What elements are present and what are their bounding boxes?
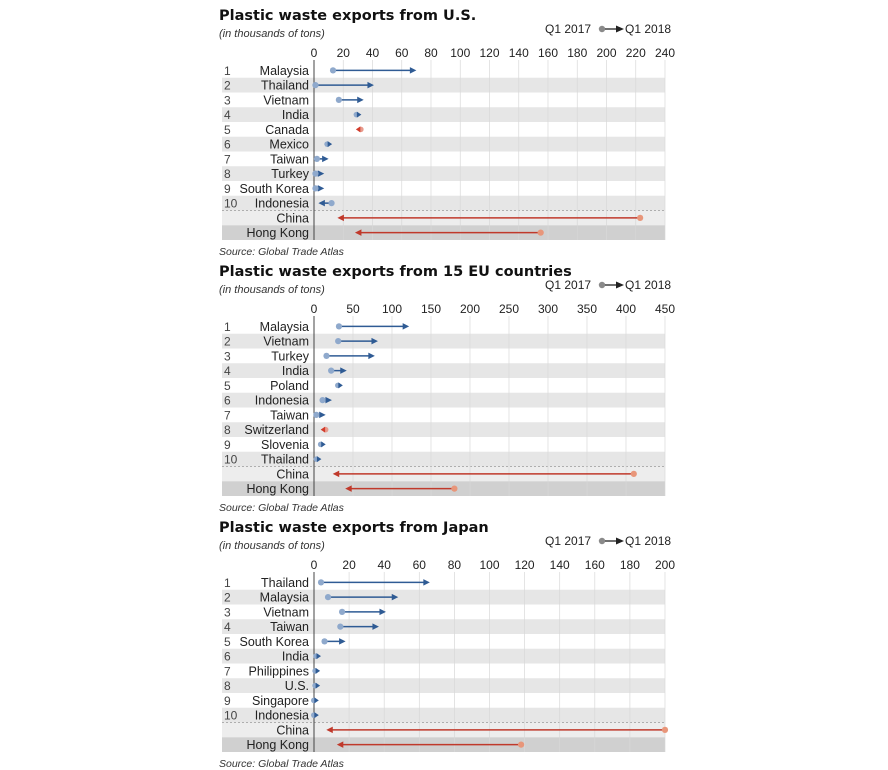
rank-label: 4 [224, 620, 231, 635]
rank-label: 2 [224, 334, 231, 349]
country-label: India [281, 649, 309, 664]
start-dot [319, 397, 325, 403]
data-arrow [335, 382, 343, 388]
start-dot [313, 412, 319, 418]
chart-panel [0, 8, 888, 258]
legend-start-label: Q1 2017 [545, 22, 592, 36]
start-dot [335, 338, 341, 344]
rank-label: 1 [224, 319, 231, 334]
start-dot [314, 156, 320, 162]
chart-subtitle: (in thousands of tons) [219, 284, 325, 296]
arrow-head [321, 441, 326, 447]
chart-title: Plastic waste exports from U.S. [219, 8, 477, 24]
data-arrow [311, 697, 319, 703]
rank-label: 9 [224, 693, 231, 708]
rank-label: 8 [224, 167, 231, 182]
tick-label: 60 [395, 46, 409, 60]
tick-label: 450 [654, 302, 676, 316]
legend-arrowhead [616, 282, 624, 289]
data-arrow [323, 353, 374, 359]
country-label: Vietnam [263, 334, 309, 349]
rank-label: 3 [224, 349, 231, 364]
tick-label: 160 [537, 46, 559, 60]
chart-panel [0, 264, 888, 514]
start-dot [312, 82, 318, 88]
start-dot [312, 171, 318, 177]
arrow-head [316, 668, 321, 674]
legend-start-dot [599, 26, 605, 32]
data-arrow [330, 67, 416, 73]
rank-label: 7 [224, 152, 231, 167]
country-label: China [276, 723, 309, 738]
rank-label: 3 [224, 93, 231, 108]
tick-label: 160 [584, 558, 605, 572]
start-dot [336, 97, 342, 103]
tick-label: 40 [377, 558, 391, 572]
country-label: Indonesia [254, 196, 309, 211]
tick-label: 20 [342, 558, 356, 572]
start-dot [323, 353, 329, 359]
arrow-head [319, 412, 326, 418]
data-arrow [312, 668, 320, 674]
rank-label: 2 [224, 590, 231, 605]
country-label: Malaysia [259, 319, 309, 334]
data-arrow [314, 156, 329, 162]
legend-end-label: Q1 2018 [625, 22, 672, 36]
start-dot [328, 200, 334, 206]
arrow-head [410, 67, 417, 73]
country-label: Taiwan [270, 408, 309, 423]
rank-label: 9 [224, 181, 231, 196]
rank-label: 4 [224, 108, 231, 123]
country-label: Canada [265, 122, 309, 137]
rank-label: 10 [224, 708, 238, 723]
start-dot [325, 594, 331, 600]
chart-subtitle: (in thousands of tons) [219, 28, 325, 40]
data-arrow [339, 609, 386, 615]
country-label: Turkey [271, 349, 309, 364]
tick-label: 100 [450, 46, 471, 60]
country-label: South Korea [239, 634, 309, 649]
tick-label: 80 [447, 558, 462, 572]
start-dot [312, 185, 318, 191]
start-dot [330, 67, 336, 73]
chart-plot [0, 264, 888, 498]
tick-label: 350 [576, 302, 598, 316]
country-label: Philippines [248, 664, 309, 679]
arrow-head [357, 97, 364, 103]
tick-label: 60 [412, 558, 426, 572]
legend-start-label: Q1 2017 [545, 534, 592, 548]
tick-label: 400 [615, 302, 637, 316]
data-arrow [312, 185, 324, 191]
country-label: South Korea [239, 181, 309, 196]
country-label: China [276, 211, 309, 226]
country-label: Hong Kong [246, 482, 309, 497]
country-label: Singapore [252, 693, 309, 708]
country-label: Poland [270, 378, 309, 393]
rank-label: 7 [224, 408, 231, 423]
arrow-head [338, 382, 343, 388]
rank-label: 8 [224, 423, 231, 438]
rank-label: 6 [224, 393, 231, 408]
tick-label: 250 [498, 302, 520, 316]
country-label: Slovenia [261, 437, 309, 452]
legend-arrowhead [616, 538, 624, 545]
arrow-head [314, 697, 319, 703]
tick-label: 120 [514, 558, 535, 572]
country-label: Malaysia [259, 590, 309, 605]
rank-label: 6 [224, 137, 231, 152]
tick-label: 240 [654, 46, 676, 60]
start-dot [518, 742, 524, 748]
tick-label: 140 [508, 46, 529, 60]
country-label: Thailand [261, 78, 309, 93]
tick-label: 40 [365, 46, 380, 60]
country-label: Switzerland [244, 423, 309, 438]
chart-source: Source: Global Trade Atlas [219, 758, 344, 770]
chart-source: Source: Global Trade Atlas [219, 502, 344, 514]
tick-label: 80 [424, 46, 438, 60]
country-label: Turkey [271, 167, 309, 182]
country-label: Malaysia [259, 63, 309, 78]
country-label: Indonesia [254, 708, 309, 723]
tick-label: 200 [596, 46, 617, 60]
rank-label: 5 [224, 122, 231, 137]
data-arrow [336, 323, 409, 329]
start-dot [328, 368, 334, 374]
tick-label: 180 [619, 558, 640, 572]
rank-label: 9 [224, 437, 231, 452]
arrow-head [423, 579, 430, 585]
legend-end-label: Q1 2018 [625, 278, 672, 292]
start-dot [451, 486, 457, 492]
chart-title: Plastic waste exports from Japan [219, 520, 489, 536]
chart-plot [0, 520, 888, 754]
tick-label: 120 [479, 46, 500, 60]
rank-label: 10 [224, 196, 238, 211]
country-label: Vietnam [263, 93, 309, 108]
rank-label: 4 [224, 364, 231, 379]
start-dot [631, 471, 637, 477]
data-arrow [321, 638, 345, 644]
country-label: Indonesia [254, 393, 309, 408]
rank-label: 8 [224, 679, 231, 694]
chart-title: Plastic waste exports from 15 EU countries [219, 264, 572, 280]
start-dot [321, 638, 327, 644]
country-label: India [281, 108, 309, 123]
arrow-head [322, 156, 329, 162]
tick-label: 180 [567, 46, 588, 60]
legend-start-dot [599, 538, 605, 544]
legend-end-label: Q1 2018 [625, 534, 672, 548]
arrow-head [403, 323, 410, 329]
chart-source: Source: Global Trade Atlas [219, 246, 344, 258]
tick-label: 140 [549, 558, 570, 572]
arrow-head [356, 126, 361, 132]
data-arrow [356, 126, 364, 132]
rank-label: 6 [224, 649, 231, 664]
tick-label: 0 [310, 46, 318, 60]
start-dot [336, 323, 342, 329]
tick-label: 0 [310, 558, 318, 572]
chart-panel [0, 520, 888, 770]
country-label: Vietnam [263, 605, 309, 620]
start-dot [538, 230, 544, 236]
legend-arrowhead [616, 26, 624, 33]
country-label: India [281, 364, 309, 379]
data-arrow [318, 441, 326, 447]
country-label: China [276, 467, 309, 482]
tick-label: 300 [537, 302, 559, 316]
tick-label: 100 [479, 558, 500, 572]
arrow-head [379, 609, 386, 615]
legend-start-label: Q1 2017 [545, 278, 592, 292]
tick-label: 200 [654, 558, 676, 572]
data-arrow [318, 579, 430, 585]
tick-label: 220 [625, 46, 646, 60]
rank-label: 3 [224, 605, 231, 620]
start-dot [339, 609, 345, 615]
country-label: U.S. [284, 679, 309, 694]
country-label: Taiwan [270, 620, 309, 635]
country-label: Hong Kong [246, 738, 309, 753]
rank-label: 2 [224, 78, 231, 93]
arrow-head [339, 638, 346, 644]
start-dot [637, 215, 643, 221]
data-arrow [313, 412, 325, 418]
tick-label: 100 [381, 302, 403, 316]
country-label: Thailand [261, 452, 309, 467]
rank-label: 7 [224, 664, 231, 679]
chart-plot [0, 8, 888, 242]
tick-label: 200 [459, 302, 481, 316]
rank-label: 5 [224, 634, 231, 649]
arrow-head [318, 185, 325, 191]
chart-subtitle: (in thousands of tons) [219, 540, 325, 552]
tick-label: 20 [336, 46, 350, 60]
tick-label: 150 [420, 302, 442, 316]
country-label: Taiwan [270, 152, 309, 167]
rank-label: 5 [224, 378, 231, 393]
rank-label: 1 [224, 575, 231, 590]
start-dot [662, 727, 668, 733]
start-dot [337, 624, 343, 630]
country-label: Thailand [261, 575, 309, 590]
legend-start-dot [599, 282, 605, 288]
start-dot [318, 579, 324, 585]
tick-label: 0 [310, 302, 318, 316]
country-label: Mexico [269, 137, 309, 152]
country-label: Hong Kong [246, 226, 309, 241]
arrow-head [368, 353, 375, 359]
tick-label: 50 [346, 302, 360, 316]
data-arrow [336, 97, 364, 103]
rank-label: 10 [224, 452, 238, 467]
rank-label: 1 [224, 63, 231, 78]
